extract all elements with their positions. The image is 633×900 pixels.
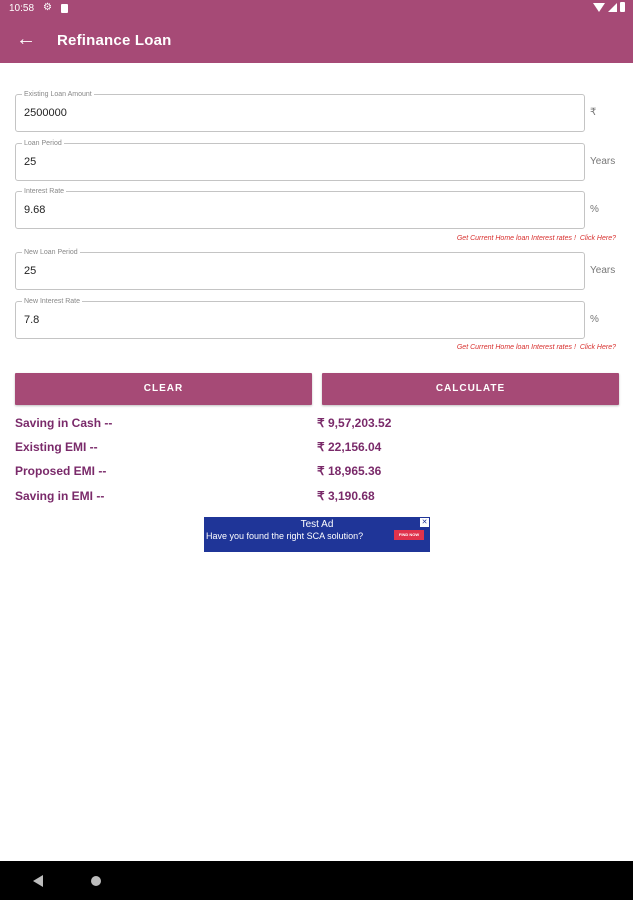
status-icons [593,2,625,12]
loan-period-field[interactable] [15,140,585,181]
existing-emi-value: ₹ 22,156.04 [317,440,382,454]
proposed-emi-value: ₹ 18,965.36 [317,464,382,478]
years-unit: Years [590,265,616,276]
saving-in-cash-label: Saving in Cash -- [15,416,113,430]
interest-rate-label: Interest Rate [24,188,65,195]
click-here-link[interactable]: Click Here? [579,344,616,351]
proposed-emi-label: Proposed EMI -- [15,464,107,478]
status-time: 10:58 [9,3,35,14]
saving-in-emi-label: Saving in EMI -- [15,489,105,503]
interest-rates-link-text: Get Current Home loan Interest rates ! [456,235,576,242]
new-interest-rate-label: New Interest Rate [24,298,81,305]
interest-rates-link-text: Get Current Home loan Interest rates ! [456,344,576,351]
new-loan-period-field[interactable] [15,249,585,290]
percent-unit: % [590,204,599,215]
existing-loan-amount-field[interactable] [15,91,585,132]
nav-bar [0,861,633,900]
new-interest-rate-field[interactable] [15,298,585,339]
interest-rates-link[interactable] [457,344,616,351]
rupee-unit: ₹ [590,107,597,118]
ad-close-icon[interactable]: ✕ [421,519,428,526]
nav-back-icon[interactable] [33,875,43,887]
existing-loan-amount-value[interactable]: 2500000 [24,107,67,119]
existing-emi-label: Existing EMI -- [15,440,98,454]
loan-period-value[interactable]: 25 [24,156,37,168]
calculate-button[interactable]: CALCULATE [322,373,619,405]
battery-icon [620,2,625,12]
ad-text: Have you found the right SCA solution? [206,531,364,541]
interest-rate-value[interactable]: 9.68 [24,204,46,216]
years-unit: Years [590,156,616,167]
loan-period-label: Loan Period [24,140,62,147]
click-here-link[interactable]: Click Here? [579,235,616,242]
app-bar [0,18,633,63]
ad-banner[interactable] [204,517,430,552]
new-interest-rate-value[interactable]: 7.8 [24,314,40,326]
nav-home-icon[interactable] [91,876,101,886]
saving-in-cash-value: ₹ 9,57,203.52 [317,416,392,430]
clear-button[interactable]: CLEAR [15,373,312,405]
arrow-back-icon[interactable]: ← [16,28,36,50]
sd-card-icon [61,4,68,13]
interest-rates-link[interactable] [457,235,616,242]
new-loan-period-value[interactable]: 25 [24,265,37,277]
new-loan-period-label: New Loan Period [24,249,78,256]
saving-in-emi-value: ₹ 3,190.68 [317,489,375,503]
interest-rate-field[interactable] [15,188,585,229]
wifi-icon [593,3,605,12]
signal-icon [608,3,617,12]
ad-find-now-button[interactable]: FIND NOW [394,530,424,540]
gear-icon: ⚙ [43,2,52,13]
status-bar [0,0,633,18]
existing-loan-amount-label: Existing Loan Amount [24,91,92,98]
percent-unit: % [590,314,599,325]
ad-title: Test Ad [300,519,334,530]
page-title: Refinance Loan [57,32,172,49]
